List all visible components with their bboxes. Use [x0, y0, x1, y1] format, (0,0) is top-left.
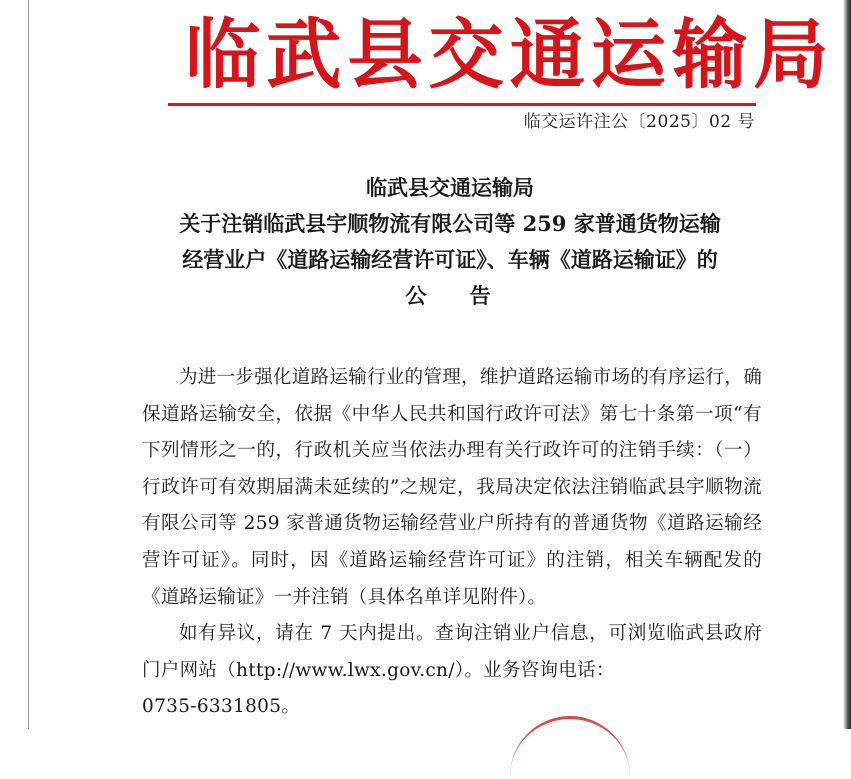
title-line-agency: 临武县交通运输局	[366, 175, 534, 200]
document-title	[140, 170, 760, 314]
title-line-notice: 公 告	[405, 283, 509, 308]
document-body	[142, 360, 762, 726]
body-paragraph-1: 为进一步强化道路运输行业的管理，维护道路运输市场的有序运行，确保道路运输安全，依据《中华人民共和国行政许可法》第七十条第一项“有下列情形之一的，行政机关应当依法办理有关行政许可的注销手续：（一）行政许可有效期届满未延续的”之规定，我局决定依法注销临武县宇顺物流有限公司等 259 家普通货物运输经营业户所持有的普通货物《道路运输经营许可证》。同时，因《道路运输经营许可证》的注销，相关车辆配发的《道路运输证》一并注销（具体名单详见附件）。	[142, 367, 762, 608]
letterhead-red-rule	[168, 103, 756, 106]
scan-edge-shadow	[843, 0, 851, 729]
page-margin-line	[28, 0, 29, 729]
letterhead-agency-name: 临武县交通运输局	[185, 10, 835, 99]
contact-phone: 0735-6331805。	[142, 696, 301, 718]
body-paragraph-2: 如有异议，请在 7 天内提出。查询注销业户信息，可浏览临武县政府门户网站（http://www.lwx.gov.cn/）。业务咨询电话：	[142, 623, 762, 681]
title-line-subject-2: 经营业户《道路运输经营许可证》、车辆《道路运输证》的	[182, 247, 718, 272]
document-number: 临交运许注公〔2025〕02 号	[523, 112, 755, 132]
title-line-subject-1: 关于注销临武县宇顺物流有限公司等 259 家普通货物运输	[179, 211, 721, 236]
